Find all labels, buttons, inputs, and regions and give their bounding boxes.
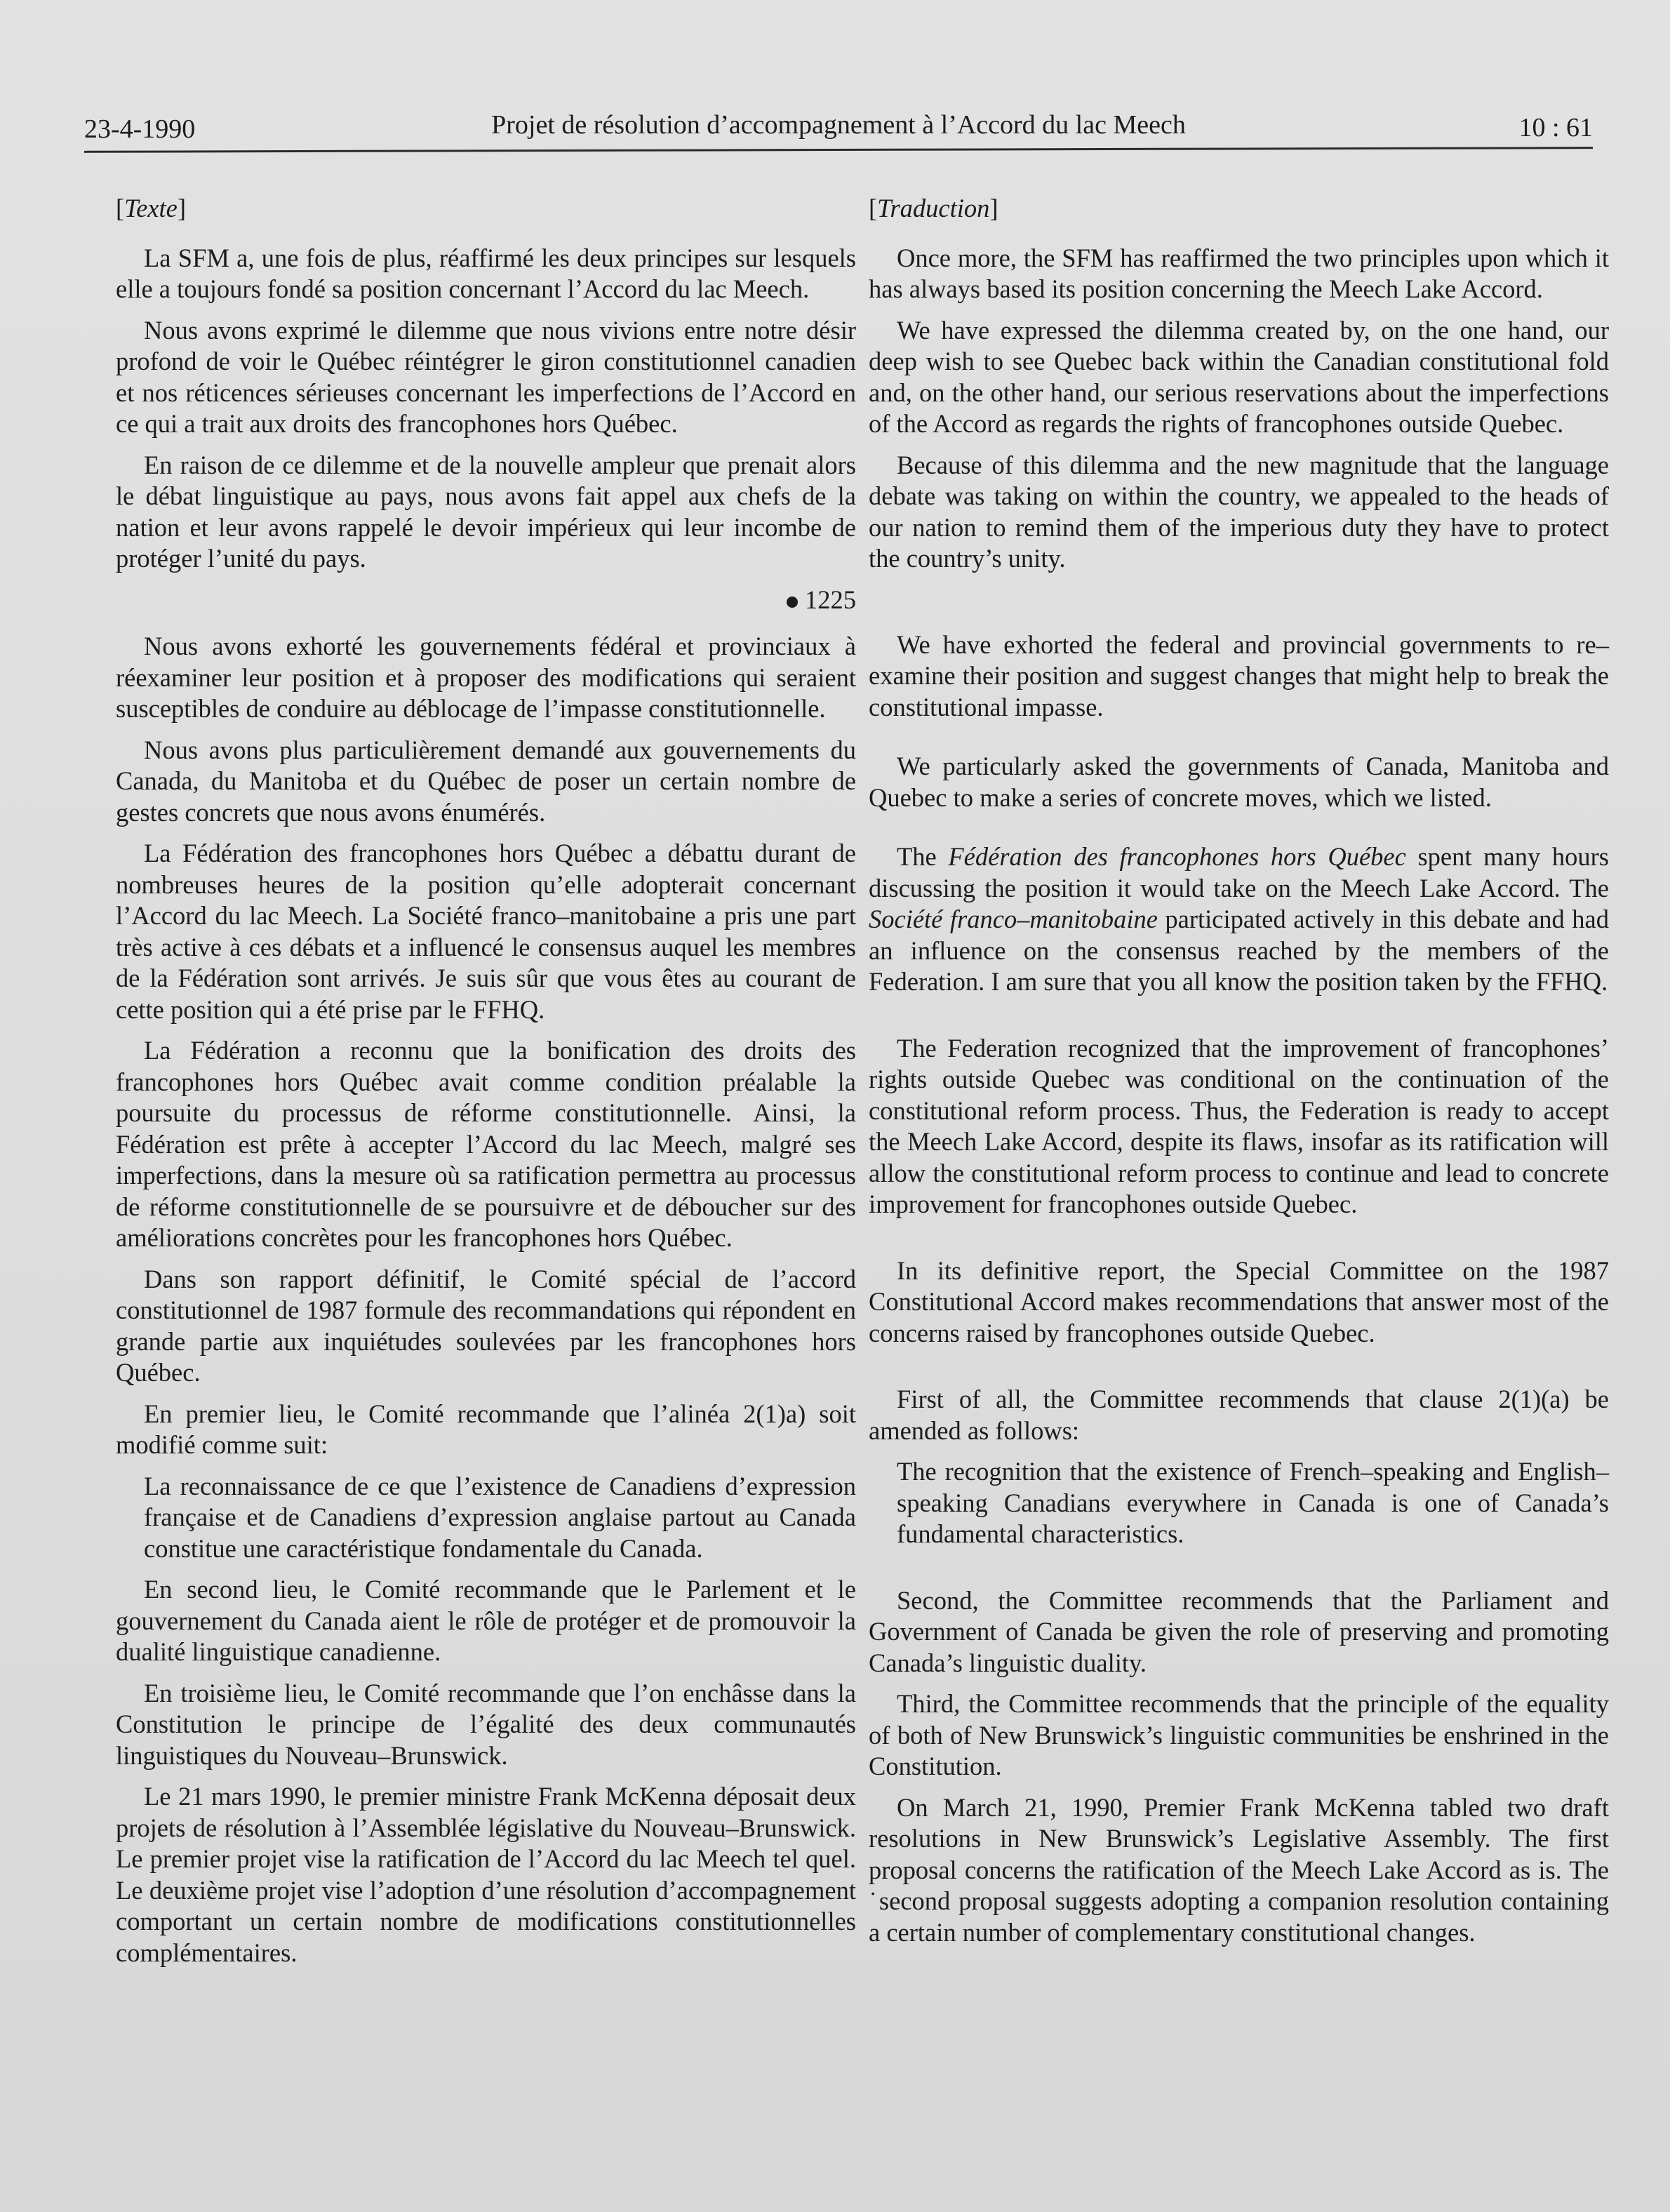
societe-name: Société franco–manitobaine: [869, 905, 1158, 933]
paragraph: En troisième lieu, le Comité recommande que l’on enchâsse dans la Constitution le principe de l’égalité des deux communautés linguistiques du Nouveau–Brunswick.: [116, 1678, 856, 1770]
paragraph: En second lieu, le Comité recommande que le Parlement et le gouvernement du Canada aient le rôle de protéger et de promouvoir la dualité linguistique canadienne.: [116, 1575, 856, 1666]
paragraph: First of all, the Committee recommends that clause 2(1)(a) be amended as follows:: [869, 1385, 1609, 1445]
header-page-number: 10 : 61: [1518, 113, 1593, 142]
paragraph: Once more, the SFM has reaffirmed the two principles upon which it has always based its position concerning the Meech Lake Accord.: [869, 243, 1609, 303]
paragraph: La Fédération a reconnu que la bonification des droits des francophones hors Québec avait comme condition préalable la poursuite du processus de réforme constitutionnelle. Ainsi, la Fédération est prête à accepter l’Accord du lac Meech, malgré ses imperfections, dans la mesure où sa ratification permettra au processus de réforme constitutionnelle de se poursuivre et de déboucher sur des améliorations concrètes pour les francophones hors Québec.: [116, 1036, 856, 1252]
header-rule: [84, 147, 1593, 153]
column-label-traduction: [Traduction]: [869, 194, 998, 222]
paragraph: Because of this dilemma and the new magnitude that the language debate was taking on within the country, we appealed to the heads of our nation to remind them of the imperious duty they have to protect the country’s unity.: [869, 450, 1609, 573]
english-column: [869, 193, 1609, 1958]
page-header: [84, 105, 1593, 147]
paragraph: Le 21 mars 1990, le premier ministre Frank McKenna déposait deux projets de résolution à l’Assemblée législative du Nouveau–Brunswick. Le premier projet vise la ratification de l’Accord du lac Meech tel quel. Le deuxième projet vise l’adoption d’une résolution d’accompagnement comportant un certain nombre de modifications constitutionnelles complémentaires.: [116, 1782, 856, 1967]
paragraph: Third, the Committee recommends that the principle of the equality of both of New Brunswick’s linguistic communities be enshrined in the Constitution.: [869, 1689, 1609, 1780]
paragraph: We have expressed the dilemma created by, on the one hand, our deep wish to see Quebec back within the Canadian constitutional fold and, on the other hand, our serious reservations about the imperfections of the Accord as regards the rights of francophones outside Quebec.: [869, 315, 1609, 438]
paragraph: In its definitive report, the Special Committee on the 1987 Constitutional Accord makes recommendations that answer most of the concerns raised by francophones outside Quebec.: [869, 1255, 1609, 1347]
paragraph: The Fédération des francophones hors Québec spent many hours discussing the position it would take on the Meech Lake Accord. The Société franco–manitobaine participated actively in this debate and had an influence on the consensus reached by the members of the Federation. I am sure that you all know the position taken by the FFHQ.: [869, 842, 1609, 996]
paragraph: En premier lieu, le Comité recommande que l’alinéa 2(1)a) soit modifié comme suit:: [116, 1399, 856, 1459]
paragraph: Second, the Committee recommends that the Parliament and Government of Canada be given the role of preserving and promoting Canada’s linguistic duality.: [869, 1585, 1609, 1677]
paragraph: Nous avons plus particulièrement demandé aux gouvernements du Canada, du Manitoba et du Québec de poser un certain nombre de gestes concrets que nous avons énumérés.: [116, 735, 856, 827]
paragraph: La SFM a, une fois de plus, réaffirmé les deux principes sur lesquels elle a toujours fondé sa position concernant l’Accord du lac Meech.: [116, 243, 856, 303]
paragraph: En raison de ce dilemme et de la nouvelle ampleur que prenait alors le débat linguistique au pays, nous avons fait appel aux chefs de la nation et leur avons rappelé le devoir impérieux qui leur incombe de protéger l’unité du pays.: [116, 450, 856, 573]
paragraph: La Fédération des francophones hors Québec a débattu durant de nombreuses heures de la position qu’elle adopterait concernant l’Accord du lac Meech. La Société franco–manitobaine a pris une part très active à ces débats et a influencé le consensus auquel les membres de la Fédération sont arrivés. Je suis sûr que vous êtes au courant de cette position qui a été prise par le FFHQ.: [116, 839, 856, 1024]
paragraph: The Federation recognized that the improvement of francophones’ rights outside Quebec was conditional on the continuation of the constitutional reform process. Thus, the Federation is ready to accept the Meech Lake Accord, despite its flaws, insofar as its ratification will allow the constitutional reform process to continue and lead to concrete improvement for francophones outside Quebec.: [869, 1033, 1609, 1218]
paragraph: Nous avons exhorté les gouvernements fédéral et provinciaux à réexaminer leur position et à proposer des modifications qui seraient susceptibles de conduire au déblocage de l’impasse constitutionnelle.: [116, 632, 856, 723]
time-marker: [116, 585, 856, 616]
quoted-amendment: La reconnaissance de ce que l’existence de Canadiens d’expression française et de Canadiens d’expression anglaise partout au Canada constitue une caractéristique fondamentale du Canada.: [144, 1471, 856, 1563]
column-label-texte: [Texte]: [116, 194, 187, 222]
paragraph: We particularly asked the governments of Canada, Manitoba and Quebec to make a series of concrete moves, which we listed.: [869, 752, 1609, 812]
paragraph: We have exhorted the federal and provincial governments to re–examine their position and suggest changes that might help to break the constitutional impasse.: [869, 629, 1609, 721]
time-marker-value: 1225: [805, 585, 856, 614]
paragraph: On March 21, 1990, Premier Frank McKenna tabled two draft resolutions in New Brunswick’s Legislative Assembly. The first proposal concerns the ratification of the Meech Lake Accord as is. The ˙second proposal suggests adopting a companion resolution containing a certain number of complementary constitutional changes.: [869, 1792, 1609, 1947]
header-date: 23-4-1990: [84, 114, 196, 144]
federation-name: Fédération des francophones hors Québec: [948, 842, 1406, 871]
bullet-icon: [787, 597, 798, 608]
quoted-amendment: The recognition that the existence of French–speaking and English–speaking Canadians everywhere in Canada is one of Canada’s fundamental characteristics.: [897, 1457, 1609, 1548]
paragraph: Nous avons exprimé le dilemme que nous vivions entre notre désir profond de voir le Québec réintégrer le giron constitutionnel canadien et nos réticences sérieuses concernant les imperfections de l’Accord en ce qui a trait aux droits des francophones hors Québec.: [116, 315, 856, 438]
header-title: Projet de résolution d’accompagnement à l’Accord du lac Meech: [491, 110, 1186, 140]
french-column: [116, 193, 856, 1978]
paragraph: Dans son rapport définitif, le Comité spécial de l’accord constitutionnel de 1987 formule des recommandations qui répondent en grande partie aux inquiétudes soulevées par les francophones hors Québec.: [116, 1264, 856, 1387]
